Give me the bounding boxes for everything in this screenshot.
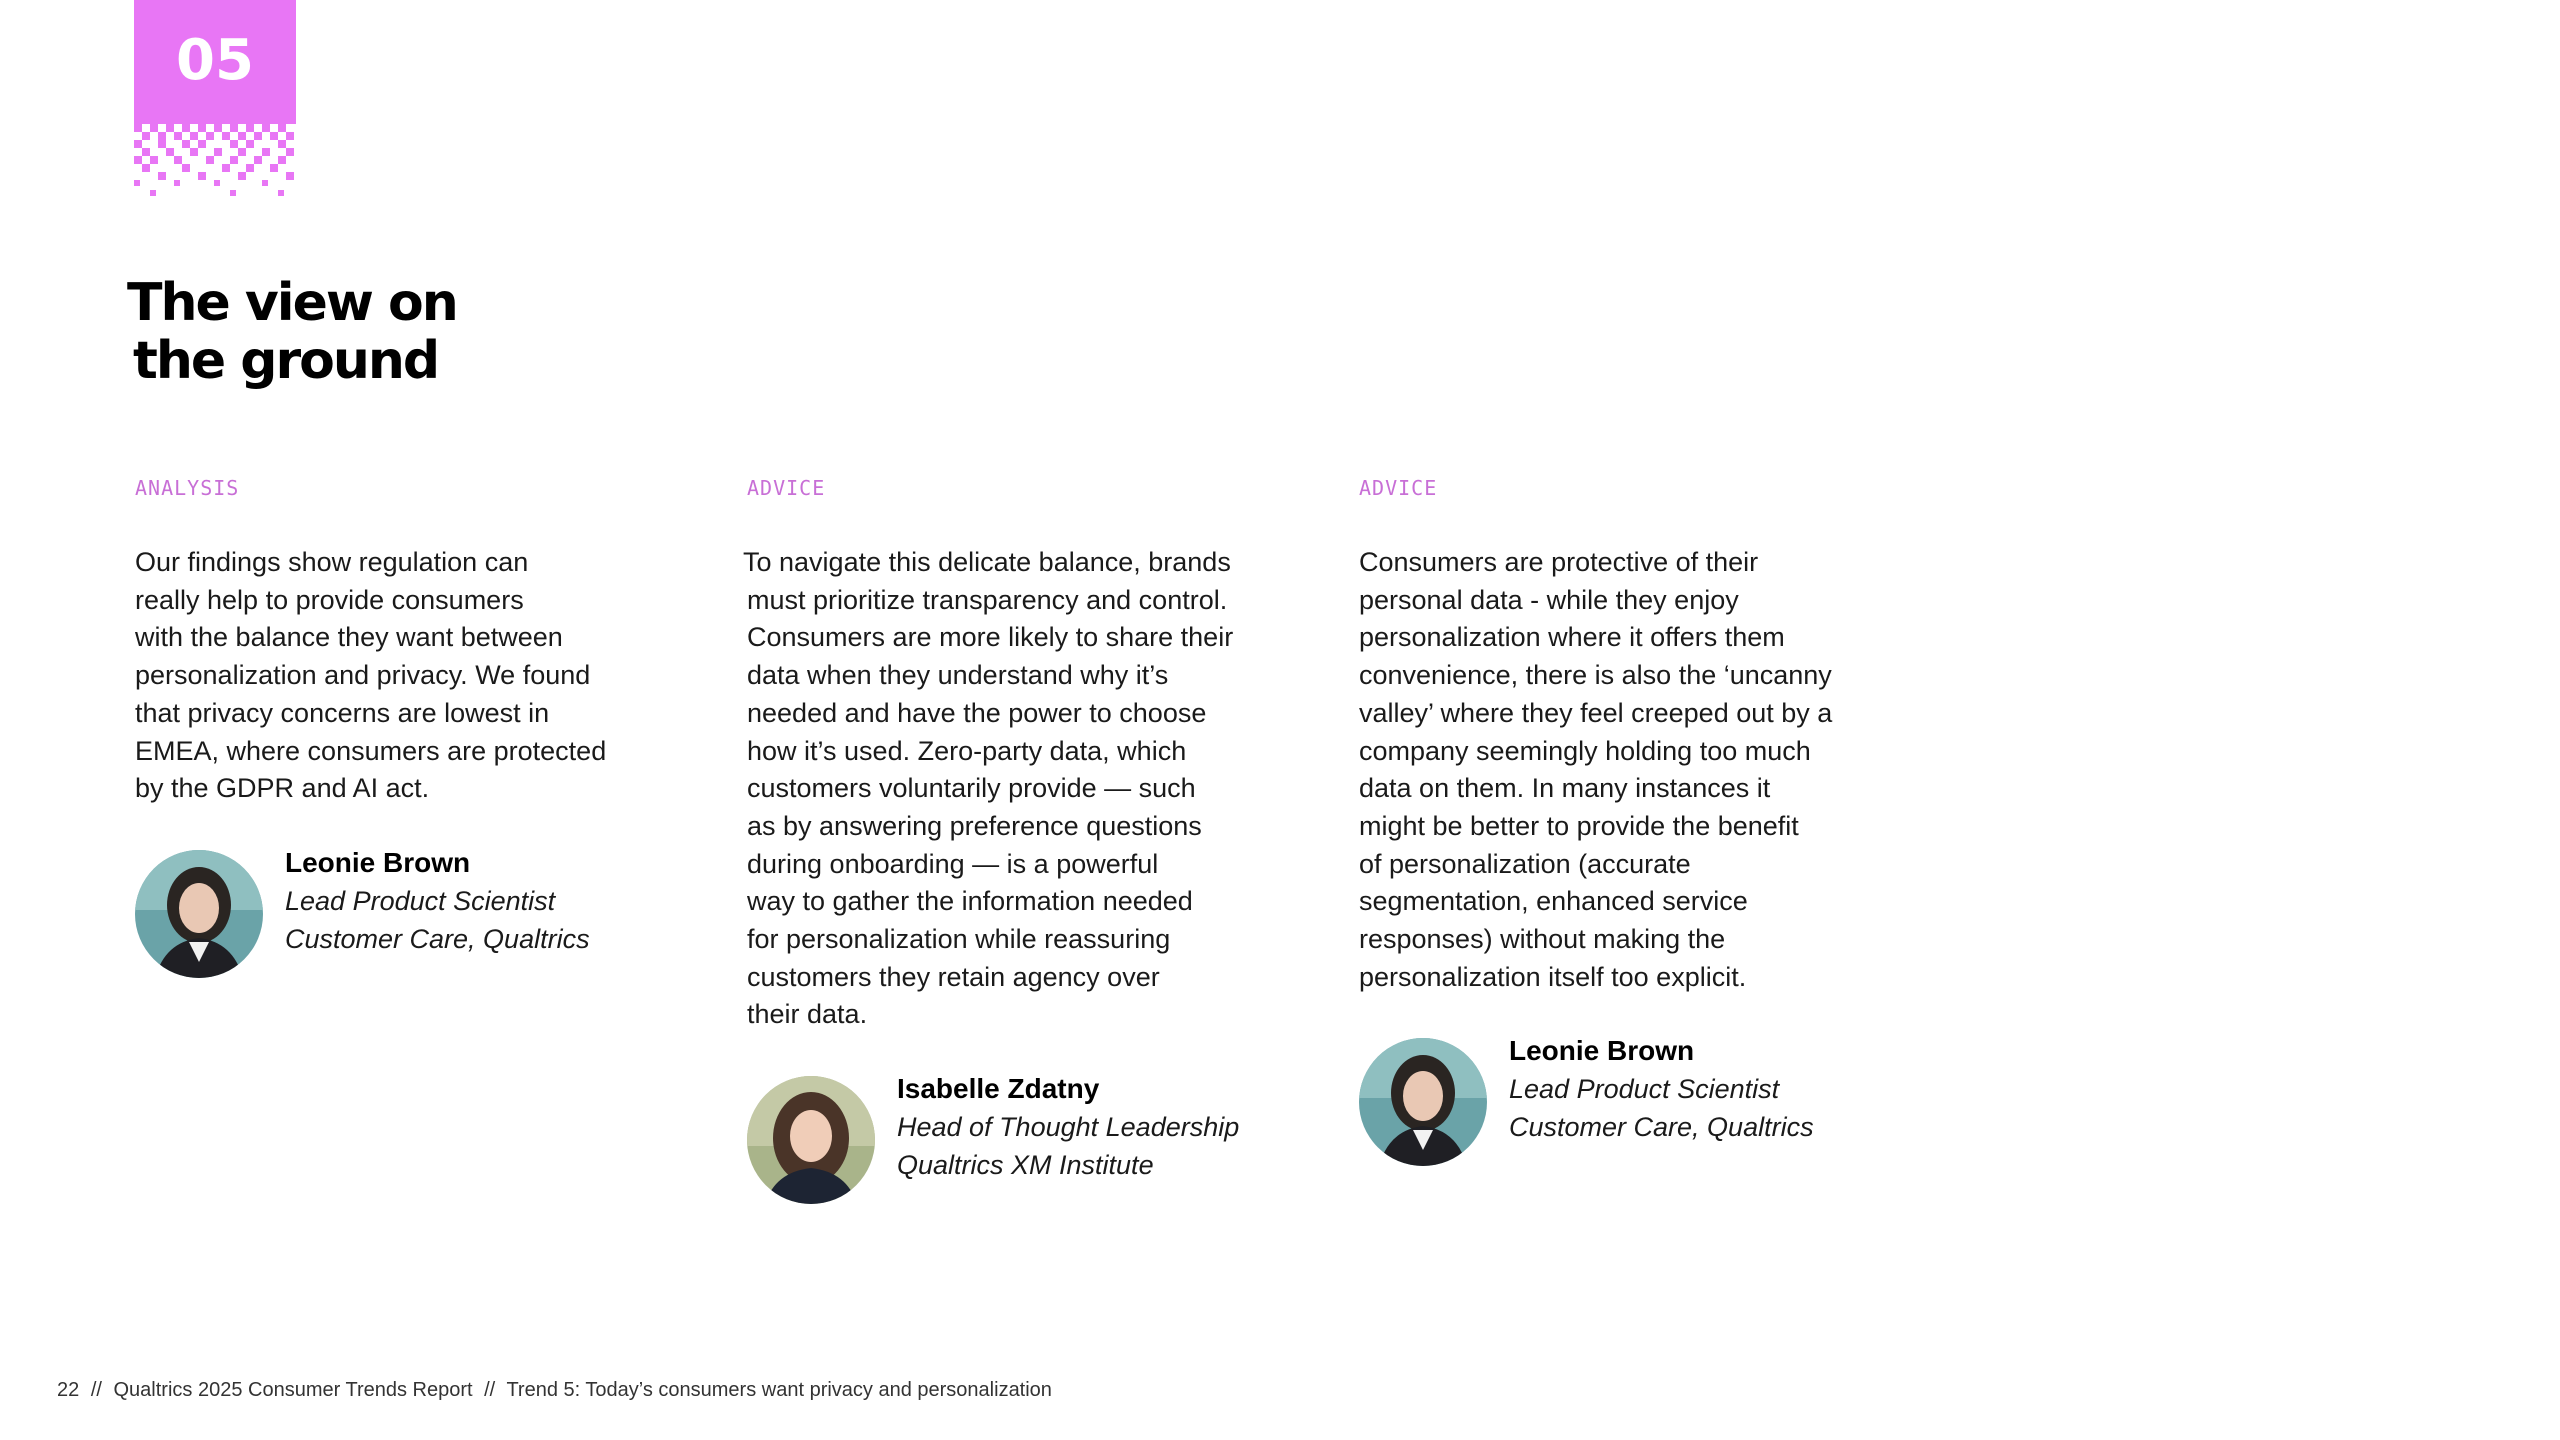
body-line: data when they understand why it’s xyxy=(747,660,1169,691)
footer-separator: // xyxy=(484,1379,496,1401)
body-line: data on them. In many instances it xyxy=(1359,773,1771,804)
body-line: personalization and privacy. We found xyxy=(135,660,591,691)
body-line: really help to provide consumers xyxy=(135,584,524,615)
body-line: customers they retain agency over xyxy=(747,961,1160,992)
body-line: as by answering preference questions xyxy=(747,810,1202,841)
author-block xyxy=(135,846,655,978)
report-name: Qualtrics 2025 Consumer Trends Report xyxy=(113,1379,473,1401)
title-line-1: The view on xyxy=(127,273,457,333)
body-line: must prioritize transparency and control. xyxy=(747,584,1228,615)
column-body xyxy=(1359,544,1879,996)
author-title: Lead Product Scientist xyxy=(285,885,556,916)
body-line: EMEA, where consumers are protected xyxy=(135,735,607,766)
body-line: Consumers are more likely to share their xyxy=(747,622,1234,653)
column-body xyxy=(743,544,1267,1034)
author-title: Lead Product Scientist xyxy=(1509,1074,1780,1105)
analysis-column xyxy=(135,474,655,978)
page-title xyxy=(127,274,457,390)
author-title: Head of Thought Leadership xyxy=(897,1112,1240,1143)
column-tag: ANALYSIS xyxy=(135,476,240,500)
author-avatar xyxy=(1359,1038,1487,1166)
footer-separator: // xyxy=(90,1379,102,1401)
author-avatar xyxy=(747,1076,875,1204)
author-company: Customer Care, Qualtrics xyxy=(1509,1112,1814,1143)
body-line: by the GDPR and AI act. xyxy=(135,773,430,804)
body-line: might be better to provide the benefit xyxy=(1359,810,1799,841)
body-line: company seemingly holding too much xyxy=(1359,735,1811,766)
body-line: Our findings show regulation can xyxy=(135,547,529,577)
author-block xyxy=(747,1073,1267,1204)
author-name: Isabelle Zdatny xyxy=(897,1073,1100,1105)
advice-column-2 xyxy=(1359,474,1879,1166)
body-line: needed and have the power to choose xyxy=(747,697,1207,728)
trend-name: Trend 5: Today’s consumers want privacy and personalization xyxy=(506,1379,1052,1401)
body-line: personalization where it offers them xyxy=(1359,622,1785,653)
page-number: 22 xyxy=(57,1379,80,1401)
body-line: personal data - while they enjoy xyxy=(1359,584,1739,615)
section-number-badge xyxy=(134,0,296,120)
body-line: of personalization (accurate xyxy=(1359,848,1691,879)
body-line: valley’ where they feel creeped out by a xyxy=(1359,697,1833,728)
author-avatar xyxy=(135,850,263,978)
body-line: customers voluntarily provide — such xyxy=(747,773,1196,804)
body-line: personalization itself too explicit. xyxy=(1359,961,1747,992)
body-line: convenience, there is also the ‘uncanny xyxy=(1359,660,1832,691)
column-body xyxy=(135,544,655,808)
section-number: 05 xyxy=(176,27,254,93)
body-line: how it’s used. Zero-party data, which xyxy=(747,735,1187,766)
body-line: To navigate this delicate balance, brands xyxy=(743,547,1231,577)
body-line: responses) without making the xyxy=(1359,924,1726,955)
advice-column-1 xyxy=(743,474,1267,1204)
author-company: Qualtrics XM Institute xyxy=(897,1150,1154,1181)
author-name: Leonie Brown xyxy=(1509,1035,1695,1067)
body-line: with the balance they want between xyxy=(135,622,563,653)
author-name: Leonie Brown xyxy=(285,846,471,878)
body-line: segmentation, enhanced service xyxy=(1359,886,1748,917)
pixel-decoration xyxy=(134,118,296,200)
title-line-2: the ground xyxy=(133,331,439,391)
body-line: that privacy concerns are lowest in xyxy=(135,697,550,728)
column-tag: ADVICE xyxy=(1359,476,1438,500)
body-line: Consumers are protective of their xyxy=(1359,547,1759,577)
body-line: for personalization while reassuring xyxy=(747,924,1171,955)
body-line: way to gather the information needed xyxy=(747,886,1193,917)
author-company: Customer Care, Qualtrics xyxy=(285,923,590,954)
body-line: their data. xyxy=(747,999,868,1030)
body-line: during onboarding — is a powerful xyxy=(747,848,1159,879)
column-tag: ADVICE xyxy=(747,476,826,500)
page-footer xyxy=(57,1379,1058,1402)
author-block xyxy=(1359,1035,1879,1166)
